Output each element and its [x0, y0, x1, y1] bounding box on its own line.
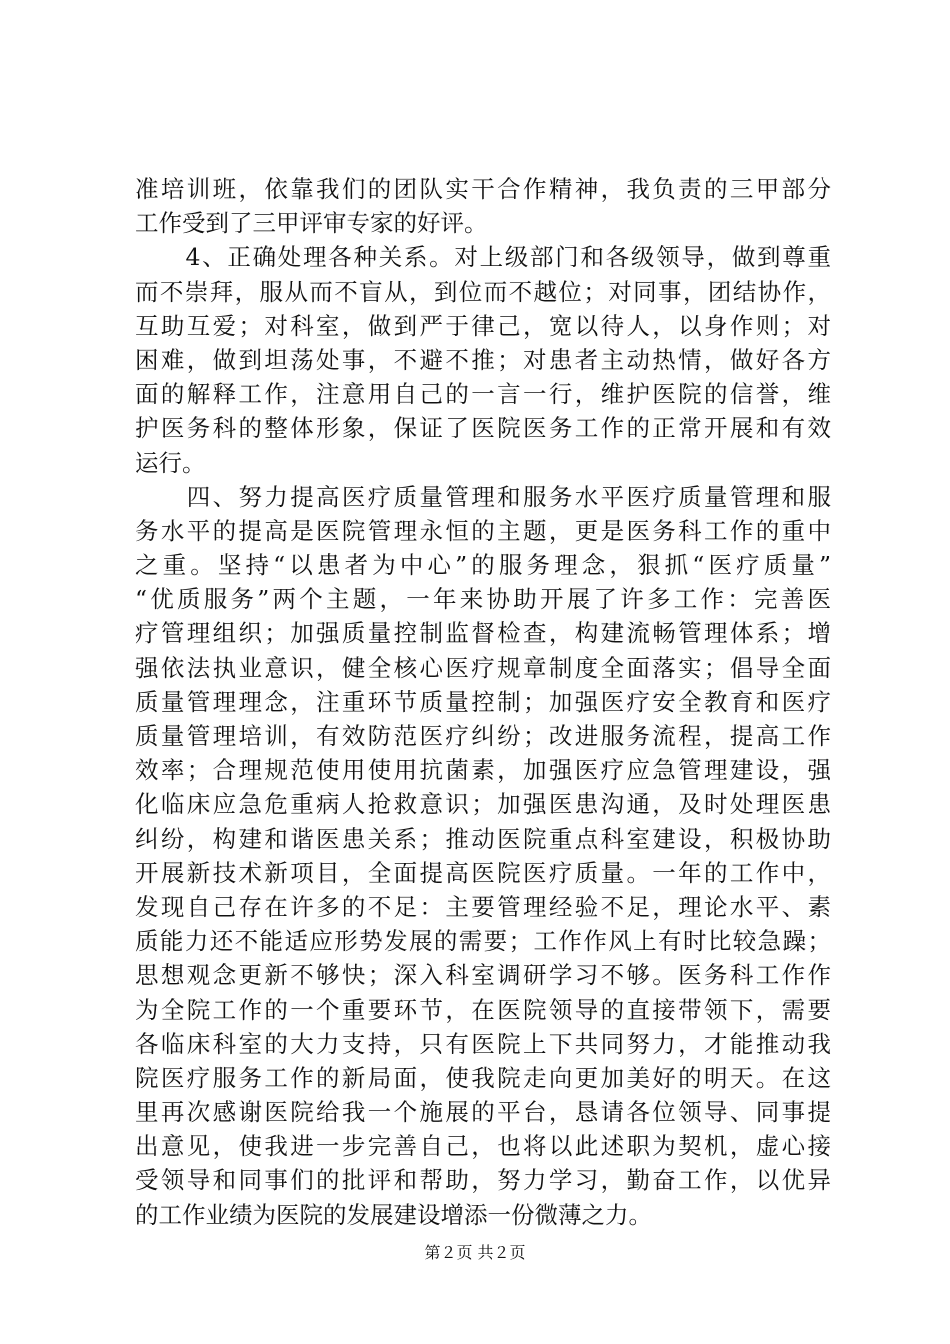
- text-line: 为全院工作的一个重要环节，在医院领导的直接带领下，需要: [135, 995, 831, 1024]
- text-line: 纠纷，构建和谐医患关系；推动医院重点科室建设，积极协助: [135, 824, 831, 853]
- text-line: 受领导和同事们的批评和帮助，努力学习，勤奋工作，以优异: [135, 1166, 831, 1195]
- text-line: 质能力还不能适应形势发展的需要；工作作风上有时比较急躁；: [135, 927, 831, 956]
- text-line: 院医疗服务工作的新局面，使我院走向更加美好的明天。在这: [135, 1063, 831, 1092]
- text-line: 工作受到了三甲评审专家的好评。: [135, 209, 488, 238]
- text-line: 准培训班，依靠我们的团队实干合作精神，我负责的三甲部分: [135, 175, 831, 203]
- text-line: 化临床应急危重病人抢救意识；加强医患沟通，及时处理医患: [135, 790, 831, 819]
- text-line: 务水平的提高是医院管理永恒的主题，更是医务科工作的重中: [135, 516, 831, 545]
- text-line: 出意见，使我进一步完善自己，也将以此述职为契机，虚心接: [135, 1132, 831, 1161]
- text-line: 困难，做到坦荡处事，不避不推；对患者主动热情，做好各方: [135, 345, 831, 374]
- text-line: 质量管理培训，有效防范医疗纠纷；改进服务流程，提高工作: [135, 722, 831, 750]
- text-line: 面的解释工作，注意用自己的一言一行，维护医院的信誉，维: [135, 380, 831, 409]
- text-line: 之重。坚持“以患者为中心”的服务理念，狠抓“医疗质量”: [135, 551, 831, 580]
- page-number-footer: 第２页 共２页: [424, 1243, 526, 1262]
- text-line: 4、正确处理各种关系。对上级部门和各级领导，做到尊重: [135, 243, 831, 272]
- document-body: [135, 172, 831, 1232]
- text-line: “优质服务”两个主题，一年来协助开展了许多工作：完善医: [135, 585, 831, 614]
- text-line: 各临床科室的大力支持，只有医院上下共同努力，才能推动我: [135, 1029, 831, 1058]
- text-line: 里再次感谢医院给我一个施展的平台，恳请各位领导、同事提: [135, 1098, 831, 1127]
- paragraph-relationships: [135, 240, 831, 479]
- text-line: 质量管理理念，注重环节质量控制；加强医疗安全教育和医疗: [135, 687, 831, 716]
- text-line: 效率；合理规范使用使用抗菌素，加强医疗应急管理建设，强: [135, 756, 831, 785]
- text-line: 开展新技术新项目，全面提高医院医疗质量。一年的工作中，: [135, 858, 831, 887]
- text-line: 护医务科的整体形象，保证了医院医务工作的正常开展和有效: [135, 414, 831, 443]
- text-line: 的工作业绩为医院的发展建设增添一份微薄之力。: [135, 1200, 652, 1229]
- text-line: 发现自己存在许多的不足：主要管理经验不足，理论水平、素: [135, 892, 831, 921]
- paragraph-medical-quality: [135, 480, 831, 1232]
- text-line: 强依法执业意识，健全核心医疗规章制度全面落实；倡导全面: [135, 653, 831, 682]
- paragraph-training: [135, 172, 831, 240]
- text-line: 而不崇拜，服从而不盲从，到位而不越位；对同事，团结协作，: [135, 277, 831, 306]
- text-line: 四、努力提高医疗质量管理和服务水平医疗质量管理和服: [135, 482, 831, 511]
- text-line: 疗管理组织；加强质量控制监督检查，构建流畅管理体系；增: [135, 619, 831, 648]
- text-line: 思想观念更新不够快；深入科室调研学习不够。医务科工作作: [135, 961, 831, 990]
- text-line: 互助互爱；对科室，做到严于律己，宽以待人，以身作则；对: [135, 311, 831, 340]
- text-line: 运行。: [135, 448, 206, 477]
